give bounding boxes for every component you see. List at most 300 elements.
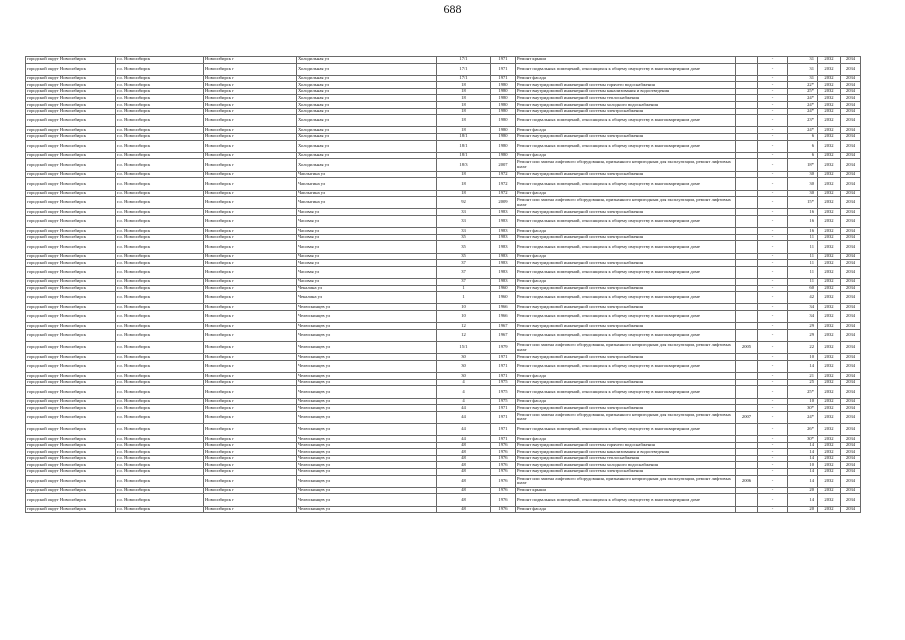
year-cell: 1983: [491, 266, 516, 278]
end-year-cell: 2034: [841, 379, 861, 386]
settlement-cell: Новосибирск г: [204, 197, 297, 209]
city-district-cell: г.о. Новосибирск: [116, 455, 204, 462]
district-cell: городской округ Новосибирск: [26, 82, 116, 89]
end-year-cell: 2034: [841, 469, 861, 476]
year-cell: 1971: [491, 436, 516, 443]
work-cell: Ремонт подвальных помещений, относящихся к общему имуществу в многоквартирном доме: [516, 329, 736, 341]
commission-year-cell: [736, 215, 758, 227]
house-cell: 18: [437, 171, 491, 178]
work-cell: Ремонт внутридомовой инженерной системы горячего водоснабжения: [516, 82, 736, 89]
work-cell: Ремонт или замена лифтового оборудования, признанного непригодным для эксплуатации, ремонт лифтовых шахт: [516, 342, 736, 354]
settlement-cell: Новосибирск г: [204, 436, 297, 443]
district-cell: городской округ Новосибирск: [26, 405, 116, 412]
end-year-cell: 2034: [841, 228, 861, 235]
settlement-cell: Новосибирск г: [204, 494, 297, 506]
dash-cell: -: [758, 260, 788, 267]
work-cell: Ремонт фасада: [516, 228, 736, 235]
count-cell: 31: [788, 63, 818, 75]
end-year-cell: 2034: [841, 159, 861, 171]
commission-year-cell: [736, 241, 758, 253]
year-cell: 1980: [491, 115, 516, 127]
count-cell: 22*: [788, 82, 818, 89]
start-year-cell: 2032: [818, 209, 841, 216]
end-year-cell: 2034: [841, 102, 861, 109]
dash-cell: -: [758, 462, 788, 469]
settlement-cell: Новосибирск г: [204, 190, 297, 197]
end-year-cell: 2034: [841, 506, 861, 513]
commission-year-cell: [736, 506, 758, 513]
end-year-cell: 2034: [841, 405, 861, 412]
work-cell: Ремонт фасада: [516, 253, 736, 260]
settlement-cell: Новосибирск г: [204, 108, 297, 115]
start-year-cell: 2032: [818, 108, 841, 115]
work-cell: Ремонт внутридомовой инженерной системы электроснабжения: [516, 469, 736, 476]
work-cell: Ремонт или замена лифтового оборудования, признанного непригодным для эксплуатации, ремонт лифтовых шахт: [516, 411, 736, 423]
dash-cell: -: [758, 411, 788, 423]
end-year-cell: 2034: [841, 360, 861, 372]
street-cell: Челюскинцев ул: [297, 487, 437, 494]
settlement-cell: Новосибирск г: [204, 469, 297, 476]
count-cell: 6: [788, 152, 818, 159]
district-cell: городской округ Новосибирск: [26, 442, 116, 449]
city-district-cell: г.о. Новосибирск: [116, 323, 204, 330]
start-year-cell: 2032: [818, 379, 841, 386]
year-cell: 2009: [491, 197, 516, 209]
district-cell: городской округ Новосибирск: [26, 234, 116, 241]
work-cell: Ремонт подвальных помещений, относящихся к общему имуществу в многоквартирном доме: [516, 241, 736, 253]
street-cell: Челюскинцев ул: [297, 506, 437, 513]
dash-cell: -: [758, 63, 788, 75]
settlement-cell: Новосибирск г: [204, 487, 297, 494]
settlement-cell: Новосибирск г: [204, 285, 297, 292]
start-year-cell: 2032: [818, 342, 841, 354]
settlement-cell: Новосибирск г: [204, 260, 297, 267]
start-year-cell: 2032: [818, 115, 841, 127]
settlement-cell: Новосибирск г: [204, 215, 297, 227]
dash-cell: -: [758, 190, 788, 197]
end-year-cell: 2034: [841, 88, 861, 95]
city-district-cell: г.о. Новосибирск: [116, 449, 204, 456]
page-number: 688: [443, 2, 462, 16]
count-cell: 10: [788, 462, 818, 469]
table-row: [26, 342, 861, 354]
house-cell: 15/1: [437, 342, 491, 354]
house-cell: 18/1: [437, 152, 491, 159]
house-cell: 33: [437, 215, 491, 227]
commission-year-cell: 2006: [736, 475, 758, 487]
count-cell: 11: [788, 253, 818, 260]
start-year-cell: 2032: [818, 102, 841, 109]
city-district-cell: г.о. Новосибирск: [116, 292, 204, 304]
district-cell: городской округ Новосибирск: [26, 88, 116, 95]
count-cell: 21: [788, 373, 818, 380]
work-cell: Ремонт крыши: [516, 487, 736, 494]
settlement-cell: Новосибирск г: [204, 127, 297, 134]
count-cell: 24*: [788, 127, 818, 134]
street-cell: Часовая ул: [297, 260, 437, 267]
settlement-cell: Новосибирск г: [204, 209, 297, 216]
work-cell: Ремонт внутридомовой инженерной системы электроснабжения: [516, 108, 736, 115]
dash-cell: -: [758, 95, 788, 102]
count-cell: 11: [788, 278, 818, 285]
year-cell: 1967: [491, 323, 516, 330]
settlement-cell: Новосибирск г: [204, 373, 297, 380]
count-cell: 42: [788, 292, 818, 304]
end-year-cell: 2034: [841, 63, 861, 75]
end-year-cell: 2034: [841, 108, 861, 115]
table-row: [26, 386, 861, 398]
start-year-cell: 2032: [818, 462, 841, 469]
end-year-cell: 2034: [841, 398, 861, 405]
street-cell: Челюскинцев ул: [297, 423, 437, 435]
district-cell: городской округ Новосибирск: [26, 354, 116, 361]
district-cell: городской округ Новосибирск: [26, 285, 116, 292]
start-year-cell: 2032: [818, 405, 841, 412]
year-cell: 1976: [491, 469, 516, 476]
count-cell: 14: [788, 469, 818, 476]
dash-cell: -: [758, 241, 788, 253]
start-year-cell: 2032: [818, 171, 841, 178]
house-cell: 48: [437, 455, 491, 462]
year-cell: 1971: [491, 373, 516, 380]
start-year-cell: 2032: [818, 475, 841, 487]
count-cell: 24*: [788, 108, 818, 115]
end-year-cell: 2034: [841, 423, 861, 435]
street-cell: Холодильная ул: [297, 57, 437, 64]
street-cell: Холодильная ул: [297, 127, 437, 134]
commission-year-cell: [736, 386, 758, 398]
house-cell: 37: [437, 260, 491, 267]
settlement-cell: Новосибирск г: [204, 398, 297, 405]
settlement-cell: Новосибирск г: [204, 75, 297, 82]
district-cell: городской округ Новосибирск: [26, 75, 116, 82]
count-cell: 24*: [788, 95, 818, 102]
count-cell: 14: [788, 360, 818, 372]
end-year-cell: 2034: [841, 304, 861, 311]
count-cell: 11: [788, 241, 818, 253]
city-district-cell: г.о. Новосибирск: [116, 386, 204, 398]
start-year-cell: 2032: [818, 292, 841, 304]
house-cell: 30: [437, 373, 491, 380]
table-row: [26, 115, 861, 127]
settlement-cell: Новосибирск г: [204, 475, 297, 487]
work-cell: Ремонт фасада: [516, 436, 736, 443]
work-cell: Ремонт подвальных помещений, относящихся к общему имуществу в многоквартирном доме: [516, 178, 736, 190]
street-cell: Холодильная ул: [297, 88, 437, 95]
street-cell: Челюскинцев ул: [297, 462, 437, 469]
start-year-cell: 2032: [818, 506, 841, 513]
dash-cell: -: [758, 494, 788, 506]
street-cell: Челюскинцев ул: [297, 354, 437, 361]
end-year-cell: 2034: [841, 234, 861, 241]
commission-year-cell: [736, 63, 758, 75]
district-cell: городской округ Новосибирск: [26, 63, 116, 75]
count-cell: 30: [788, 190, 818, 197]
city-district-cell: г.о. Новосибирск: [116, 342, 204, 354]
district-cell: городской округ Новосибирск: [26, 475, 116, 487]
work-cell: Ремонт внутридомовой инженерной системы электроснабжения: [516, 285, 736, 292]
city-district-cell: г.о. Новосибирск: [116, 215, 204, 227]
work-cell: Ремонт подвальных помещений, относящихся к общему имуществу в многоквартирном доме: [516, 423, 736, 435]
street-cell: Часовая ул: [297, 266, 437, 278]
house-cell: 1: [437, 285, 491, 292]
count-cell: 20: [788, 506, 818, 513]
city-district-cell: г.о. Новосибирск: [116, 108, 204, 115]
district-cell: городской округ Новосибирск: [26, 209, 116, 216]
street-cell: Часовая ул: [297, 241, 437, 253]
start-year-cell: 2032: [818, 57, 841, 64]
street-cell: Чаплыгина ул: [297, 171, 437, 178]
settlement-cell: Новосибирск г: [204, 159, 297, 171]
house-cell: 48: [437, 475, 491, 487]
dash-cell: -: [758, 228, 788, 235]
street-cell: Челюскинцев ул: [297, 329, 437, 341]
start-year-cell: 2032: [818, 75, 841, 82]
table-row: [26, 411, 861, 423]
start-year-cell: 2032: [818, 411, 841, 423]
settlement-cell: Новосибирск г: [204, 178, 297, 190]
end-year-cell: 2034: [841, 260, 861, 267]
count-cell: 16: [788, 215, 818, 227]
house-cell: 48: [437, 462, 491, 469]
street-cell: Челюскинцев ул: [297, 405, 437, 412]
year-cell: 1971: [491, 411, 516, 423]
house-cell: 1: [437, 292, 491, 304]
house-cell: 48: [437, 494, 491, 506]
dash-cell: -: [758, 88, 788, 95]
city-district-cell: г.о. Новосибирск: [116, 260, 204, 267]
count-cell: 24*: [788, 411, 818, 423]
table-row: [26, 494, 861, 506]
dash-cell: -: [758, 115, 788, 127]
city-district-cell: г.о. Новосибирск: [116, 75, 204, 82]
district-cell: городской округ Новосибирск: [26, 379, 116, 386]
district-cell: городской округ Новосибирск: [26, 127, 116, 134]
commission-year-cell: 2005: [736, 342, 758, 354]
district-cell: городской округ Новосибирск: [26, 342, 116, 354]
district-cell: городской округ Новосибирск: [26, 398, 116, 405]
start-year-cell: 2032: [818, 423, 841, 435]
count-cell: 30: [788, 171, 818, 178]
street-cell: Часовая ул: [297, 215, 437, 227]
count-cell: 22: [788, 342, 818, 354]
street-cell: Часовая ул: [297, 228, 437, 235]
district-cell: городской округ Новосибирск: [26, 95, 116, 102]
settlement-cell: Новосибирск г: [204, 57, 297, 64]
count-cell: 31: [788, 75, 818, 82]
city-district-cell: г.о. Новосибирск: [116, 159, 204, 171]
city-district-cell: г.о. Новосибирск: [116, 266, 204, 278]
street-cell: Часовая ул: [297, 234, 437, 241]
city-district-cell: г.о. Новосибирск: [116, 197, 204, 209]
year-cell: 1971: [491, 354, 516, 361]
district-cell: городской округ Новосибирск: [26, 133, 116, 140]
dash-cell: -: [758, 178, 788, 190]
count-cell: 25: [788, 379, 818, 386]
end-year-cell: 2034: [841, 292, 861, 304]
dash-cell: -: [758, 140, 788, 152]
settlement-cell: Новосибирск г: [204, 323, 297, 330]
start-year-cell: 2032: [818, 95, 841, 102]
start-year-cell: 2032: [818, 323, 841, 330]
settlement-cell: Новосибирск г: [204, 304, 297, 311]
street-cell: Чаплыгина ул: [297, 190, 437, 197]
start-year-cell: 2032: [818, 487, 841, 494]
start-year-cell: 2032: [818, 63, 841, 75]
district-cell: городской округ Новосибирск: [26, 360, 116, 372]
city-district-cell: г.о. Новосибирск: [116, 329, 204, 341]
end-year-cell: 2034: [841, 329, 861, 341]
district-cell: городской округ Новосибирск: [26, 197, 116, 209]
street-cell: Челюскинцев ул: [297, 449, 437, 456]
count-cell: 25*: [788, 88, 818, 95]
house-cell: 12: [437, 329, 491, 341]
city-district-cell: г.о. Новосибирск: [116, 88, 204, 95]
year-cell: 1960: [491, 292, 516, 304]
settlement-cell: Новосибирск г: [204, 234, 297, 241]
count-cell: 26*: [788, 423, 818, 435]
city-district-cell: г.о. Новосибирск: [116, 411, 204, 423]
work-cell: Ремонт внутридомовой инженерной системы теплоснабжения: [516, 95, 736, 102]
city-district-cell: г.о. Новосибирск: [116, 57, 204, 64]
street-cell: Челюскинцев ул: [297, 475, 437, 487]
end-year-cell: 2034: [841, 127, 861, 134]
start-year-cell: 2032: [818, 228, 841, 235]
street-cell: Чаплыгина ул: [297, 178, 437, 190]
end-year-cell: 2034: [841, 115, 861, 127]
end-year-cell: 2034: [841, 197, 861, 209]
table-row: [26, 292, 861, 304]
work-cell: Ремонт внутридомовой инженерной системы электроснабжения: [516, 260, 736, 267]
house-cell: 37: [437, 266, 491, 278]
end-year-cell: 2034: [841, 278, 861, 285]
table-row: [26, 241, 861, 253]
house-cell: 18/1: [437, 133, 491, 140]
house-cell: 30: [437, 360, 491, 372]
city-district-cell: г.о. Новосибирск: [116, 228, 204, 235]
end-year-cell: 2034: [841, 475, 861, 487]
year-cell: 1976: [491, 487, 516, 494]
house-cell: 35: [437, 234, 491, 241]
start-year-cell: 2032: [818, 469, 841, 476]
city-district-cell: г.о. Новосибирск: [116, 190, 204, 197]
count-cell: 30*: [788, 405, 818, 412]
year-cell: 1980: [491, 82, 516, 89]
dash-cell: -: [758, 469, 788, 476]
house-cell: 33: [437, 228, 491, 235]
table-row: [26, 215, 861, 227]
work-cell: Ремонт фасада: [516, 152, 736, 159]
year-cell: 1976: [491, 449, 516, 456]
street-cell: Холодильная ул: [297, 108, 437, 115]
street-cell: Челюскинцев ул: [297, 373, 437, 380]
house-cell: 4: [437, 386, 491, 398]
street-cell: Челюскинцев ул: [297, 310, 437, 322]
district-cell: городской округ Новосибирск: [26, 494, 116, 506]
table-row: [26, 423, 861, 435]
settlement-cell: Новосибирск г: [204, 266, 297, 278]
dash-cell: -: [758, 82, 788, 89]
start-year-cell: 2032: [818, 329, 841, 341]
settlement-cell: Новосибирск г: [204, 171, 297, 178]
end-year-cell: 2034: [841, 462, 861, 469]
year-cell: 1976: [491, 462, 516, 469]
commission-year-cell: [736, 329, 758, 341]
count-cell: 30*: [788, 436, 818, 443]
work-cell: Ремонт подвальных помещений, относящихся к общему имуществу в многоквартирном доме: [516, 360, 736, 372]
commission-year-cell: [736, 292, 758, 304]
city-district-cell: г.о. Новосибирск: [116, 178, 204, 190]
house-cell: 48: [437, 506, 491, 513]
count-cell: 23*: [788, 115, 818, 127]
house-cell: 37: [437, 278, 491, 285]
street-cell: Холодильная ул: [297, 75, 437, 82]
table-row: [26, 329, 861, 341]
settlement-cell: Новосибирск г: [204, 411, 297, 423]
work-cell: Ремонт внутридомовой инженерной системы электроснабжения: [516, 405, 736, 412]
dash-cell: -: [758, 171, 788, 178]
house-cell: 18: [437, 102, 491, 109]
district-cell: городской округ Новосибирск: [26, 171, 116, 178]
house-cell: 30: [437, 354, 491, 361]
start-year-cell: 2032: [818, 140, 841, 152]
work-cell: Ремонт подвальных помещений, относящихся к общему имуществу в многоквартирном доме: [516, 63, 736, 75]
end-year-cell: 2034: [841, 266, 861, 278]
year-cell: 1972: [491, 171, 516, 178]
end-year-cell: 2034: [841, 190, 861, 197]
work-cell: Ремонт подвальных помещений, относящихся к общему имуществу в многоквартирном доме: [516, 140, 736, 152]
street-cell: Холодильная ул: [297, 95, 437, 102]
start-year-cell: 2032: [818, 278, 841, 285]
city-district-cell: г.о. Новосибирск: [116, 423, 204, 435]
year-cell: 1975: [491, 379, 516, 386]
end-year-cell: 2034: [841, 178, 861, 190]
settlement-cell: Новосибирск г: [204, 82, 297, 89]
start-year-cell: 2032: [818, 266, 841, 278]
house-cell: 92: [437, 197, 491, 209]
district-cell: городской округ Новосибирск: [26, 455, 116, 462]
street-cell: Холодильная ул: [297, 82, 437, 89]
street-cell: Челюскинцев ул: [297, 386, 437, 398]
work-cell: Ремонт фасада: [516, 398, 736, 405]
settlement-cell: Новосибирск г: [204, 455, 297, 462]
year-cell: 1980: [491, 127, 516, 134]
settlement-cell: Новосибирск г: [204, 88, 297, 95]
street-cell: Часовая ул: [297, 278, 437, 285]
dash-cell: -: [758, 354, 788, 361]
year-cell: 1980: [491, 88, 516, 95]
dash-cell: -: [758, 436, 788, 443]
street-cell: Чекалина ул: [297, 292, 437, 304]
street-cell: Холодильная ул: [297, 152, 437, 159]
settlement-cell: Новосибирск г: [204, 152, 297, 159]
city-district-cell: г.о. Новосибирск: [116, 285, 204, 292]
district-cell: городской округ Новосибирск: [26, 115, 116, 127]
street-cell: Часовая ул: [297, 209, 437, 216]
settlement-cell: Новосибирск г: [204, 342, 297, 354]
end-year-cell: 2034: [841, 171, 861, 178]
work-cell: Ремонт внутридомовой инженерной системы электроснабжения: [516, 354, 736, 361]
repair-schedule-table: [25, 56, 861, 513]
district-cell: городской округ Новосибирск: [26, 411, 116, 423]
city-district-cell: г.о. Новосибирск: [116, 253, 204, 260]
settlement-cell: Новосибирск г: [204, 63, 297, 75]
end-year-cell: 2034: [841, 323, 861, 330]
start-year-cell: 2032: [818, 436, 841, 443]
street-cell: Часовая ул: [297, 253, 437, 260]
dash-cell: -: [758, 152, 788, 159]
street-cell: Холодильная ул: [297, 63, 437, 75]
